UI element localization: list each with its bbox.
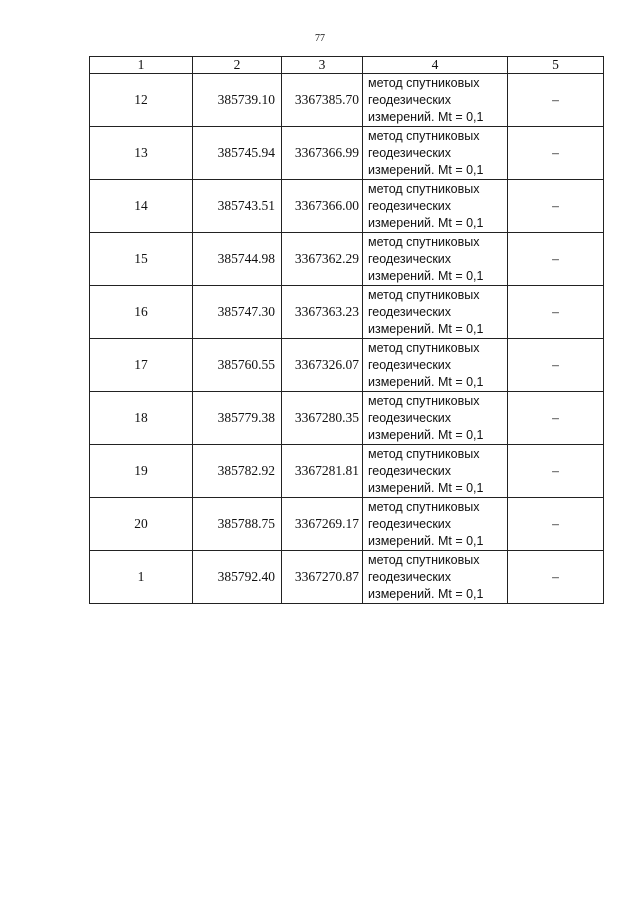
- note-cell: –: [508, 180, 604, 233]
- method-text-line: геодезических: [368, 569, 452, 584]
- y-coordinate-cell: 3367363.23: [282, 286, 363, 339]
- method-text-line: измерений. Mt = 0,1: [368, 109, 484, 124]
- method-text-line: метод спутниковых: [368, 393, 480, 408]
- method-cell: [363, 498, 508, 551]
- y-coordinate-cell: 3367270.87: [282, 551, 363, 604]
- note-cell: –: [508, 498, 604, 551]
- column-header-4: 4: [363, 57, 508, 74]
- method-text-line: геодезических: [368, 145, 452, 160]
- point-number-cell: 15: [90, 233, 193, 286]
- method-cell: [363, 74, 508, 127]
- table-body: [90, 74, 604, 604]
- method-text-line: метод спутниковых: [368, 128, 480, 143]
- method-text-line: метод спутниковых: [368, 181, 480, 196]
- table-row: [90, 392, 604, 445]
- point-number-cell: 18: [90, 392, 193, 445]
- table-row: [90, 180, 604, 233]
- x-coordinate-cell: 385744.98: [193, 233, 282, 286]
- table-row: [90, 233, 604, 286]
- column-header-5: 5: [508, 57, 604, 74]
- note-cell: –: [508, 233, 604, 286]
- table-row: [90, 127, 604, 180]
- method-text-line: измерений. Mt = 0,1: [368, 268, 484, 283]
- note-cell: –: [508, 445, 604, 498]
- point-number-cell: 13: [90, 127, 193, 180]
- method-text-line: метод спутниковых: [368, 499, 480, 514]
- y-coordinate-cell: 3367385.70: [282, 74, 363, 127]
- point-number-cell: 16: [90, 286, 193, 339]
- method-text-line: метод спутниковых: [368, 234, 480, 249]
- method-text-line: измерений. Mt = 0,1: [368, 427, 484, 442]
- x-coordinate-cell: 385792.40: [193, 551, 282, 604]
- method-text-line: измерений. Mt = 0,1: [368, 321, 484, 336]
- point-number-cell: 17: [90, 339, 193, 392]
- y-coordinate-cell: 3367366.99: [282, 127, 363, 180]
- point-number-cell: 19: [90, 445, 193, 498]
- y-coordinate-cell: 3367366.00: [282, 180, 363, 233]
- x-coordinate-cell: 385743.51: [193, 180, 282, 233]
- note-cell: –: [508, 127, 604, 180]
- x-coordinate-cell: 385760.55: [193, 339, 282, 392]
- method-text-line: геодезических: [368, 198, 452, 213]
- x-coordinate-cell: 385782.92: [193, 445, 282, 498]
- x-coordinate-cell: 385745.94: [193, 127, 282, 180]
- method-text-line: измерений. Mt = 0,1: [368, 480, 484, 495]
- method-text-line: метод спутниковых: [368, 287, 480, 302]
- x-coordinate-cell: 385739.10: [193, 74, 282, 127]
- method-cell: [363, 339, 508, 392]
- x-coordinate-cell: 385779.38: [193, 392, 282, 445]
- method-text-line: метод спутниковых: [368, 552, 480, 567]
- method-text-line: геодезических: [368, 92, 452, 107]
- note-cell: –: [508, 74, 604, 127]
- method-cell: [363, 233, 508, 286]
- table-row: [90, 339, 604, 392]
- method-text-line: геодезических: [368, 410, 452, 425]
- note-cell: –: [508, 339, 604, 392]
- table-row: [90, 551, 604, 604]
- method-text-line: геодезических: [368, 251, 452, 266]
- method-cell: [363, 551, 508, 604]
- y-coordinate-cell: 3367281.81: [282, 445, 363, 498]
- coordinates-table: [89, 56, 604, 604]
- table-header-row: [90, 57, 604, 74]
- x-coordinate-cell: 385747.30: [193, 286, 282, 339]
- method-cell: [363, 392, 508, 445]
- table-row: [90, 445, 604, 498]
- method-text-line: измерений. Mt = 0,1: [368, 374, 484, 389]
- method-text-line: геодезических: [368, 304, 452, 319]
- table-row: [90, 74, 604, 127]
- method-text-line: метод спутниковых: [368, 340, 480, 355]
- x-coordinate-cell: 385788.75: [193, 498, 282, 551]
- method-text-line: геодезических: [368, 516, 452, 531]
- point-number-cell: 1: [90, 551, 193, 604]
- note-cell: –: [508, 392, 604, 445]
- column-header-1: 1: [90, 57, 193, 74]
- y-coordinate-cell: 3367362.29: [282, 233, 363, 286]
- method-cell: [363, 127, 508, 180]
- method-text-line: геодезических: [368, 357, 452, 372]
- method-text-line: измерений. Mt = 0,1: [368, 533, 484, 548]
- method-text-line: метод спутниковых: [368, 446, 480, 461]
- point-number-cell: 12: [90, 74, 193, 127]
- method-text-line: измерений. Mt = 0,1: [368, 586, 484, 601]
- method-text-line: геодезических: [368, 463, 452, 478]
- table-row: [90, 498, 604, 551]
- column-header-2: 2: [193, 57, 282, 74]
- note-cell: –: [508, 286, 604, 339]
- note-cell: –: [508, 551, 604, 604]
- page-number: 77: [315, 33, 325, 44]
- y-coordinate-cell: 3367280.35: [282, 392, 363, 445]
- method-text-line: измерений. Mt = 0,1: [368, 215, 484, 230]
- y-coordinate-cell: 3367269.17: [282, 498, 363, 551]
- point-number-cell: 14: [90, 180, 193, 233]
- point-number-cell: 20: [90, 498, 193, 551]
- method-cell: [363, 286, 508, 339]
- method-cell: [363, 445, 508, 498]
- y-coordinate-cell: 3367326.07: [282, 339, 363, 392]
- column-header-3: 3: [282, 57, 363, 74]
- method-text-line: измерений. Mt = 0,1: [368, 162, 484, 177]
- table-row: [90, 286, 604, 339]
- method-text-line: метод спутниковых: [368, 75, 480, 90]
- method-cell: [363, 180, 508, 233]
